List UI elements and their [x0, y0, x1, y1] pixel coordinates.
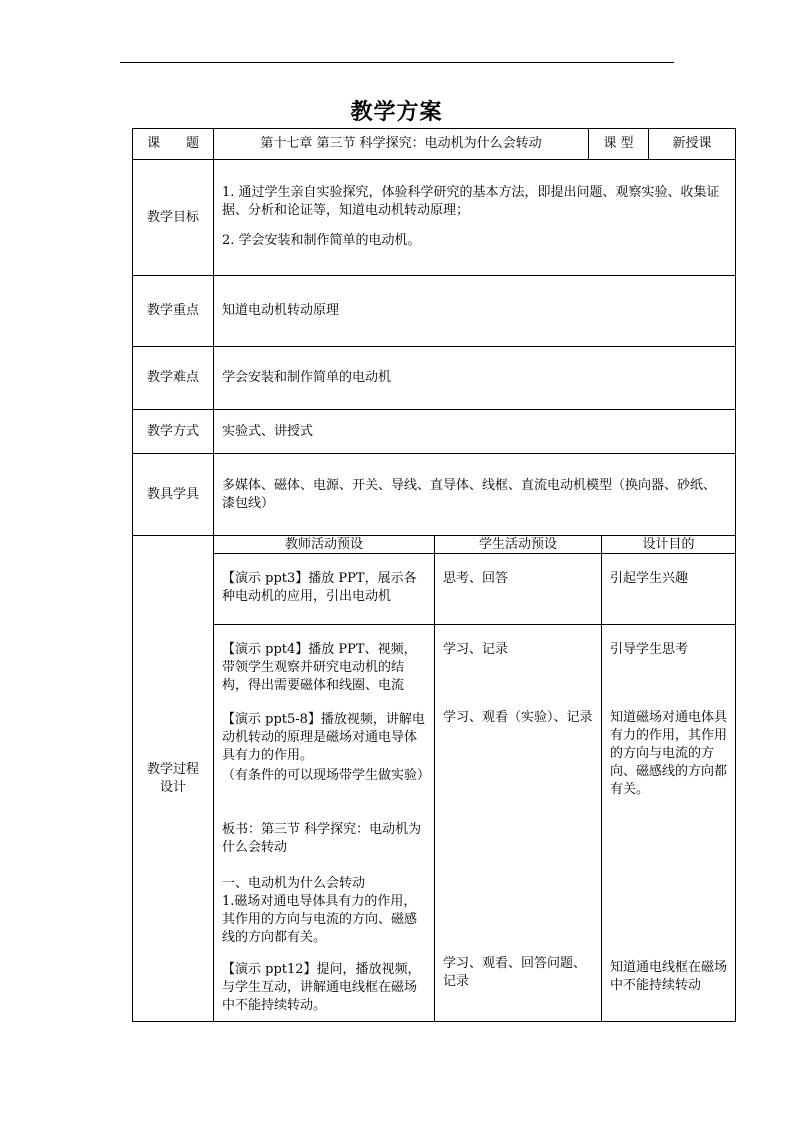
topic-value: 第十七章 第三节 科学探究：电动机为什么会转动 [260, 136, 542, 151]
difficult-value-cell [213, 346, 736, 410]
col-header-teacher-text: 教师活动预设 [284, 536, 363, 552]
tools-label-cell [132, 453, 214, 536]
row2-student-text-1: 学习、记录 [443, 642, 509, 657]
key-value: 知道电动机转动原理 [222, 303, 340, 318]
tools-label: 教具学具 [146, 486, 199, 502]
method-label: 教学方式 [146, 423, 199, 439]
document-title: 教学方案 [350, 99, 443, 125]
difficult-value: 学会安装和制作简单的电动机 [222, 370, 392, 385]
type-label: 课 型 [603, 136, 634, 151]
col-header-purpose [601, 535, 736, 554]
row2-teacher-text-2: 【演示 ppt5-8】播放视频，讲解电动机转动的原理是磁场对通电导体具有力的作用。 [222, 712, 425, 763]
method-label-cell [132, 409, 214, 454]
tools-value: 多媒体、磁体、电源、开关、导线、直导体、线框、直流电动机模型（换向器、砂纸、漆包线） [222, 477, 717, 511]
row2-teacher-text-4a: 一、电动机为什么会转动 [222, 876, 366, 891]
row2-purpose-text-2: 知道磁场对通电体具有力的作用，其作用的方向与电流的方向、磁感线的方向都有关。 [610, 710, 728, 797]
col-header-student [434, 535, 602, 554]
col-header-purpose-text: 设计目的 [642, 536, 695, 552]
process-label-line1: 教学过程 [146, 761, 199, 777]
row2-student-text-3: 学习、观看、回答问题、记录 [443, 956, 587, 989]
row2-student-cell [434, 624, 602, 1022]
row2-purpose-text-3: 知道通电线框在磁场中不能持续转动 [610, 960, 728, 993]
difficult-label-cell [132, 346, 214, 410]
row2-student-text-2: 学习、观看（实验）、记录 [443, 710, 593, 725]
key-label-cell [132, 275, 214, 347]
topic-label: 课 题 [146, 136, 199, 151]
row1-purpose-text: 引起学生兴趣 [610, 571, 689, 586]
type-label-cell [588, 128, 649, 160]
row2-teacher-text-2b: （有条件的可以现场带学生做实验） [222, 768, 431, 783]
row2-teacher-text-5: 【演示 ppt12】提问，播放视频，与学生互动，讲解通电线框在磁场中不能持续转动。 [222, 962, 421, 1013]
type-value: 新授课 [672, 136, 712, 151]
col-header-student-text: 学生活动预设 [478, 536, 557, 552]
row1-student-cell [434, 553, 602, 625]
row2-teacher-cell [213, 624, 435, 1022]
col-header-teacher [213, 535, 435, 554]
goals-label: 教学目标 [146, 209, 199, 225]
row2-teacher-text-4b: 1.磁场对通电导体具有力的作用，其作用的方向与电流的方向、磁感线的方向都有关。 [222, 894, 418, 945]
row2-teacher-text-1: 【演示 ppt4】播放 PPT、视频，带领学生观察并研究电动机的结构，得出需要磁体和线圈、电流 [222, 642, 417, 693]
process-label-line2: 设计 [159, 779, 186, 795]
topic-value-cell [213, 128, 589, 160]
goal-item-2: 2. 学会安装和制作简单的电动机。 [222, 233, 421, 248]
row2-purpose-text-1: 引导学生思考 [610, 642, 689, 657]
topic-label-cell [132, 128, 214, 160]
goals-label-cell [132, 159, 214, 276]
method-value-cell [213, 409, 736, 454]
goal-item-1: 1. 通过学生亲自实验探究，体验科学研究的基本方法，即提出问题、观察实验、收集证据、分析和论证等，知道电动机转动原理； [222, 185, 720, 218]
tools-value-cell [213, 453, 736, 536]
key-label: 教学重点 [146, 303, 199, 318]
type-value-cell [648, 128, 736, 160]
difficult-label: 教学难点 [146, 370, 199, 385]
row2-teacher-text-3: 板书：第三节 科学探究：电动机为什么会转动 [222, 822, 422, 855]
header-rule [120, 62, 674, 63]
key-value-cell [213, 275, 736, 347]
row1-teacher-cell [213, 553, 435, 625]
row1-teacher-text: 【演示 ppt3】播放 PPT，展示各种电动机的应用，引出电动机 [222, 571, 417, 604]
process-label-cell [132, 535, 214, 1022]
row2-purpose-cell [601, 624, 736, 1022]
goals-value-cell [213, 159, 736, 276]
method-value: 实验式、讲授式 [222, 423, 314, 439]
row1-student-text: 思考、回答 [443, 571, 509, 586]
row1-purpose-cell [601, 553, 736, 625]
